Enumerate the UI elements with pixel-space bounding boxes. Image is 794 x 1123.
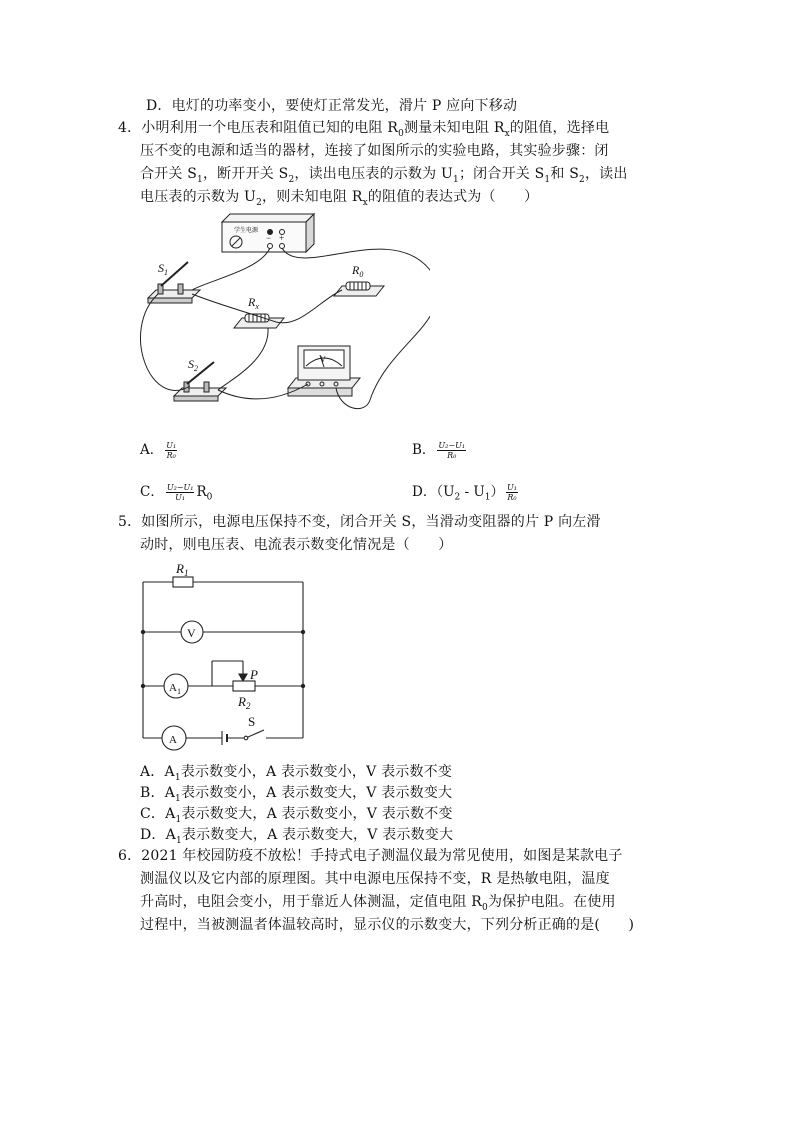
q4-line-3 (140, 164, 628, 190)
q5-option-d-pre: D．A (140, 827, 176, 843)
slider-p-arrow (239, 674, 247, 681)
q4-option-c-den: U₁ (175, 493, 186, 502)
power-label: 学生电源 (234, 228, 259, 234)
q4-line3-e: 和 S (550, 166, 580, 182)
q6-line-3 (140, 892, 616, 918)
q4-line1-pre: 4．小明利用一个电压表和阻值已知的电阻 R (118, 120, 399, 136)
r0-label: $R_0$ (352, 263, 364, 279)
q4-option-b-fraction (437, 441, 466, 460)
q4-option-d-mid: - U (460, 484, 485, 500)
q4-option-c-num: U₂−U₁ (166, 483, 194, 492)
q5-option-d-sub: 1 (175, 835, 182, 846)
q4-line4-u2: 2 (256, 197, 262, 208)
q4-line3-a: 合开关 S (140, 166, 198, 182)
q6-line3-sub: 0 (482, 902, 488, 913)
q4-line4-x: x (362, 197, 368, 208)
power-minus-label: − (266, 233, 272, 243)
q4-option-a-den: R₀ (166, 451, 176, 460)
q5-line-2: 动时，则电压表、电流表示数变化情况是（ ） (140, 537, 453, 553)
q6-line-1: 6．2021 年校园防疫不放松！手持式电子测温仪最为常见使用，如图是某款电子 (118, 848, 623, 864)
q5-option-c-pre: C．A (140, 806, 176, 822)
q5-option-b-sub: 1 (175, 793, 181, 804)
wire-1 (192, 248, 270, 290)
r1-resistor (173, 577, 193, 587)
q4-circuit-figure (130, 210, 430, 410)
q4-option-d-sub2: 2 (454, 492, 461, 503)
q5-line-1: 5．如图所示，电源电压保持不变，闭合开关 S，当滑动变阻器的片 P 向左滑 (118, 514, 601, 530)
resistor-r0 (334, 282, 384, 296)
q4-line-4 (140, 187, 538, 213)
q4-line3-c: ，读出电压表的示数为 U (294, 166, 454, 182)
q4-line3-s2b: 2 (579, 174, 585, 185)
q4-line1-mid: 测量未知电阻 R (404, 120, 505, 136)
q4-line3-u1: 1 (453, 174, 459, 185)
q4-line1-sub0: 0 (398, 128, 405, 139)
q6-line3-a: 升高时，电阻会变小，用于靠近人体测温，定值电阻 R (140, 894, 482, 910)
q4-option-a-label: A． (140, 442, 164, 458)
voltmeter-label: V (320, 355, 326, 364)
rx-label: $R_x$ (248, 295, 259, 311)
q4-option-b-den: R₀ (447, 451, 457, 460)
q6-line3-b: 为保护电阻。在使用 (487, 894, 616, 910)
wire-3 (141, 294, 190, 390)
a-label: A (169, 734, 177, 746)
q5-option-d-text: 表示数变大，A 表示数变大，V 表示数变大 (181, 827, 454, 843)
wire-6 (218, 328, 268, 390)
q4-line4-b: ，则未知电阻 R (262, 189, 363, 205)
q4-option-c-tail-sub: 0 (206, 492, 213, 503)
q5-circuit-figure (130, 558, 320, 758)
r2-resistor (233, 681, 255, 691)
q4-line3-f: ，读出 (584, 166, 628, 182)
q4-line3-s2: 2 (288, 174, 295, 185)
q4-option-d-fraction (506, 483, 518, 502)
wire-4 (192, 294, 276, 322)
q4-option-c-label: C． (140, 484, 164, 500)
switch-s2 (174, 362, 226, 401)
s1-label: $S_1$ (158, 261, 168, 277)
r1-label: $R_1$ (176, 561, 189, 578)
q4-option-c-tail: R (196, 484, 207, 500)
s-label: S (248, 714, 256, 729)
q4-line1-subx: x (504, 128, 510, 139)
q4-line-1 (118, 118, 609, 144)
q4-line4-c: 的阻值的表达式为（ ） (367, 189, 539, 205)
q4-option-a[interactable] (140, 440, 179, 460)
power-plus-label: + (279, 233, 285, 243)
switch-s-lever (248, 730, 264, 737)
q4-option-c[interactable] (140, 482, 212, 508)
q4-option-b-num: U₂−U₁ (438, 441, 466, 450)
q4-line-2: 压不变的电源和适当的器材，连接了如图所示的实验电路，其实验步骤：闭 (140, 143, 609, 159)
q5-option-c-sub: 1 (175, 814, 182, 825)
q4-option-d-sub1: 1 (484, 492, 491, 503)
q5-option-c-text: 表示数变大，A 表示数变小，V 表示数不变 (181, 806, 453, 822)
q5-option-a-sub: 1 (174, 772, 181, 783)
q4-option-d-label: D．（U (412, 484, 455, 500)
q4-line3-b: ，断开开关 S (202, 166, 289, 182)
p-label: P (250, 667, 258, 682)
q4-line3-s1b: 1 (544, 174, 551, 185)
q4-line3-d: ；闭合开关 S (458, 166, 545, 182)
q4-option-c-fraction (166, 483, 195, 502)
q6-line-4: 过程中，当被测温者体温较高时，显示仪的示数变大，下列分析正确的是( ) (140, 917, 635, 933)
q5-option-a-text: 表示数变小，A 表示数变小，V 表示数不变 (180, 764, 453, 780)
q4-line1-post: 的阻值，选择电 (509, 120, 610, 136)
v-label: V (187, 626, 196, 640)
wire-5 (276, 290, 342, 323)
a1-label: $A_1$ (169, 682, 181, 696)
q4-option-a-fraction (165, 441, 177, 460)
q5-option-b-pre: B．A (140, 785, 175, 801)
s2-label: $S_2$ (188, 357, 198, 373)
q4-line4-a: 电压表的示数为 U (140, 189, 257, 205)
q4-option-d-close: ） (490, 484, 504, 500)
r2-label: $R_2$ (238, 694, 251, 711)
q4-option-b-label: B． (412, 442, 436, 458)
q4-option-d-num: U₁ (506, 483, 517, 492)
q3-option-d: D．电灯的功率变小，要使灯正常发光，滑片 P 应向下移动 (146, 98, 518, 114)
q5-option-b-text: 表示数变小，A 表示数变大，V 表示数变大 (180, 785, 453, 801)
q4-option-a-num: U₁ (166, 441, 177, 450)
q5-option-a-pre: A．A (140, 764, 175, 780)
q4-line3-s1: 1 (197, 174, 203, 185)
q4-option-b[interactable] (412, 440, 468, 460)
q4-option-d-den: R₀ (507, 493, 517, 502)
q4-option-d[interactable] (412, 482, 520, 508)
q6-line-2: 测温仪以及它内部的原理图。其中电源电压保持不变，R 是热敏电阻，温度 (140, 871, 610, 887)
